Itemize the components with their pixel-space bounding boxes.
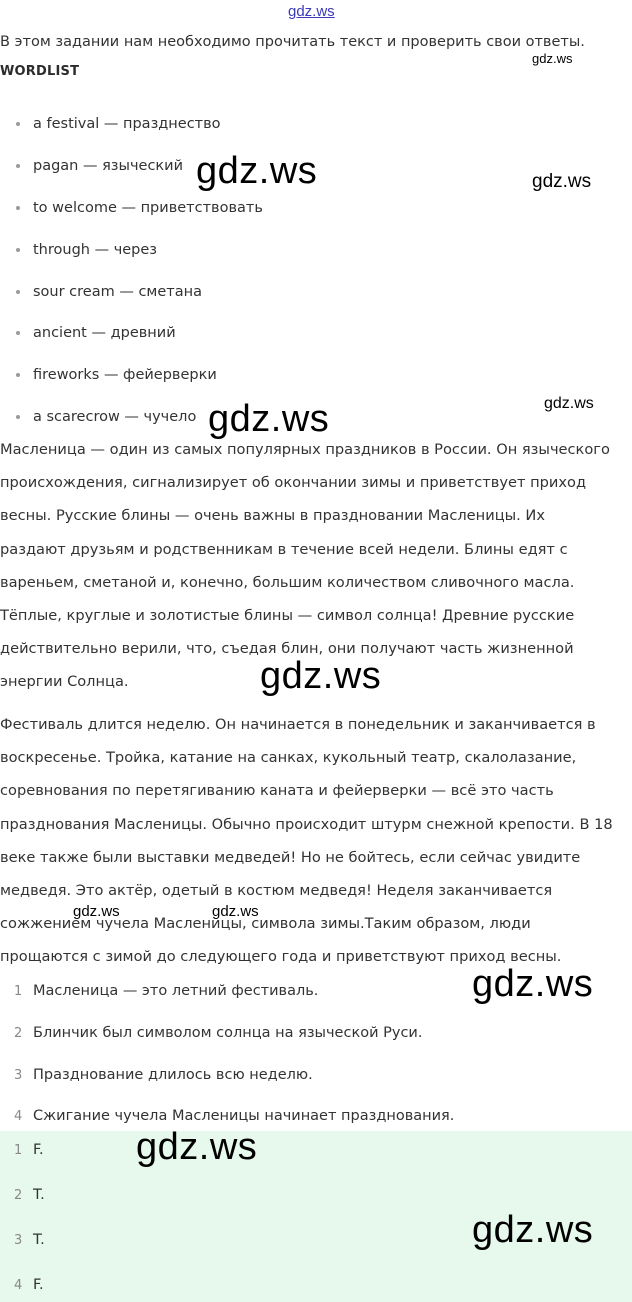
question-item: 1 Масленица — это летний фестиваль. [14, 983, 319, 999]
wordlist-item: a festival — празднество [16, 111, 416, 137]
watermark-large: gdz.ws [136, 1126, 258, 1168]
wordlist-item: ancient — древний [16, 320, 416, 346]
question-item: 2 Блинчик был символом солнца на языческой Руси. [14, 1025, 423, 1041]
watermark-small: gdz.ws [544, 395, 594, 412]
watermark-small: gdz.ws [532, 51, 573, 66]
wordlist-item: pagan — языческий [16, 153, 416, 179]
wordlist-item: fireworks — фейерверки [16, 362, 416, 388]
watermark-small: gdz.ws [73, 903, 120, 920]
bullet-icon [16, 331, 20, 335]
question-item: 4 Сжигание чучела Масленицы начинает празднования. [14, 1108, 455, 1124]
task-intro: В этом задании нам необходимо прочитать текст и проверить свои ответы. [0, 34, 585, 50]
bullet-icon [16, 248, 20, 252]
watermark-top: gdz.ws [288, 3, 335, 20]
wordlist-title: WORDLIST [0, 64, 80, 79]
bullet-icon [16, 373, 20, 377]
paragraph-2: Фестиваль длится неделю. Он начинается в понедельник и заканчивается в воскресенье. Тройка, катание на санках, кукольный театр, скалолазание, соревнования по перетягиванию каната и фейерверки — всё это часть празднования Масленицы. Обычно происходит штурм снежной крепости. В 18 веке также были выставки медведей! Но не бойтесь, если сейчас увидите медведя. Это актёр, одетый в костюм медведя! Неделя заканчивается сожжением чучела Масленицы, символа зимы.Таким образом, люди прощаются с зимой до следующего года и приветствуют приход весны. [0, 716, 613, 966]
answer-item: 1 F. [14, 1142, 44, 1158]
wordlist-item: sour cream — сметана [16, 279, 416, 305]
bullet-icon [16, 415, 20, 419]
answer-item: 2 T. [14, 1187, 45, 1203]
watermark-medium: gdz.ws [532, 171, 592, 192]
answer-item: 4 F. [14, 1277, 44, 1293]
watermark-large: gdz.ws [472, 963, 594, 1005]
wordlist-item: a scarecrow — чучело [16, 404, 416, 430]
bullet-icon [16, 290, 20, 294]
question-item: 3 Празднование длилось всю неделю. [14, 1067, 313, 1083]
watermark-large: gdz.ws [196, 150, 318, 192]
wordlist-item: to welcome — приветствовать [16, 195, 416, 221]
wordlist-item: through — через [16, 237, 416, 263]
watermark-large: gdz.ws [208, 398, 330, 440]
watermark-large: gdz.ws [260, 655, 382, 697]
watermark-small: gdz.ws [212, 903, 259, 920]
answers-panel [0, 1126, 632, 1302]
bullet-icon [16, 164, 20, 168]
bullet-icon [16, 122, 20, 126]
answer-item: 3 T. [14, 1232, 45, 1248]
bullet-icon [16, 206, 20, 210]
paragraph-1: Масленица — один из самых популярных праздников в России. Он языческого происхождения, сигнализирует об окончании зимы и приветствует приход весны. Русские блины — очень важны в праздновании Масленицы. Их раздают друзьям и родственникам в течение всей недели. Блины едят с вареньем, сметаной и, конечно, большим количеством сливочного масла. Тёплые, круглые и золотистые блины — символ солнца! Древние русские действительно верили, что, съедая блин, они получают часть жизненной энергии Солнца. [0, 441, 610, 691]
watermark-large: gdz.ws [472, 1209, 594, 1251]
